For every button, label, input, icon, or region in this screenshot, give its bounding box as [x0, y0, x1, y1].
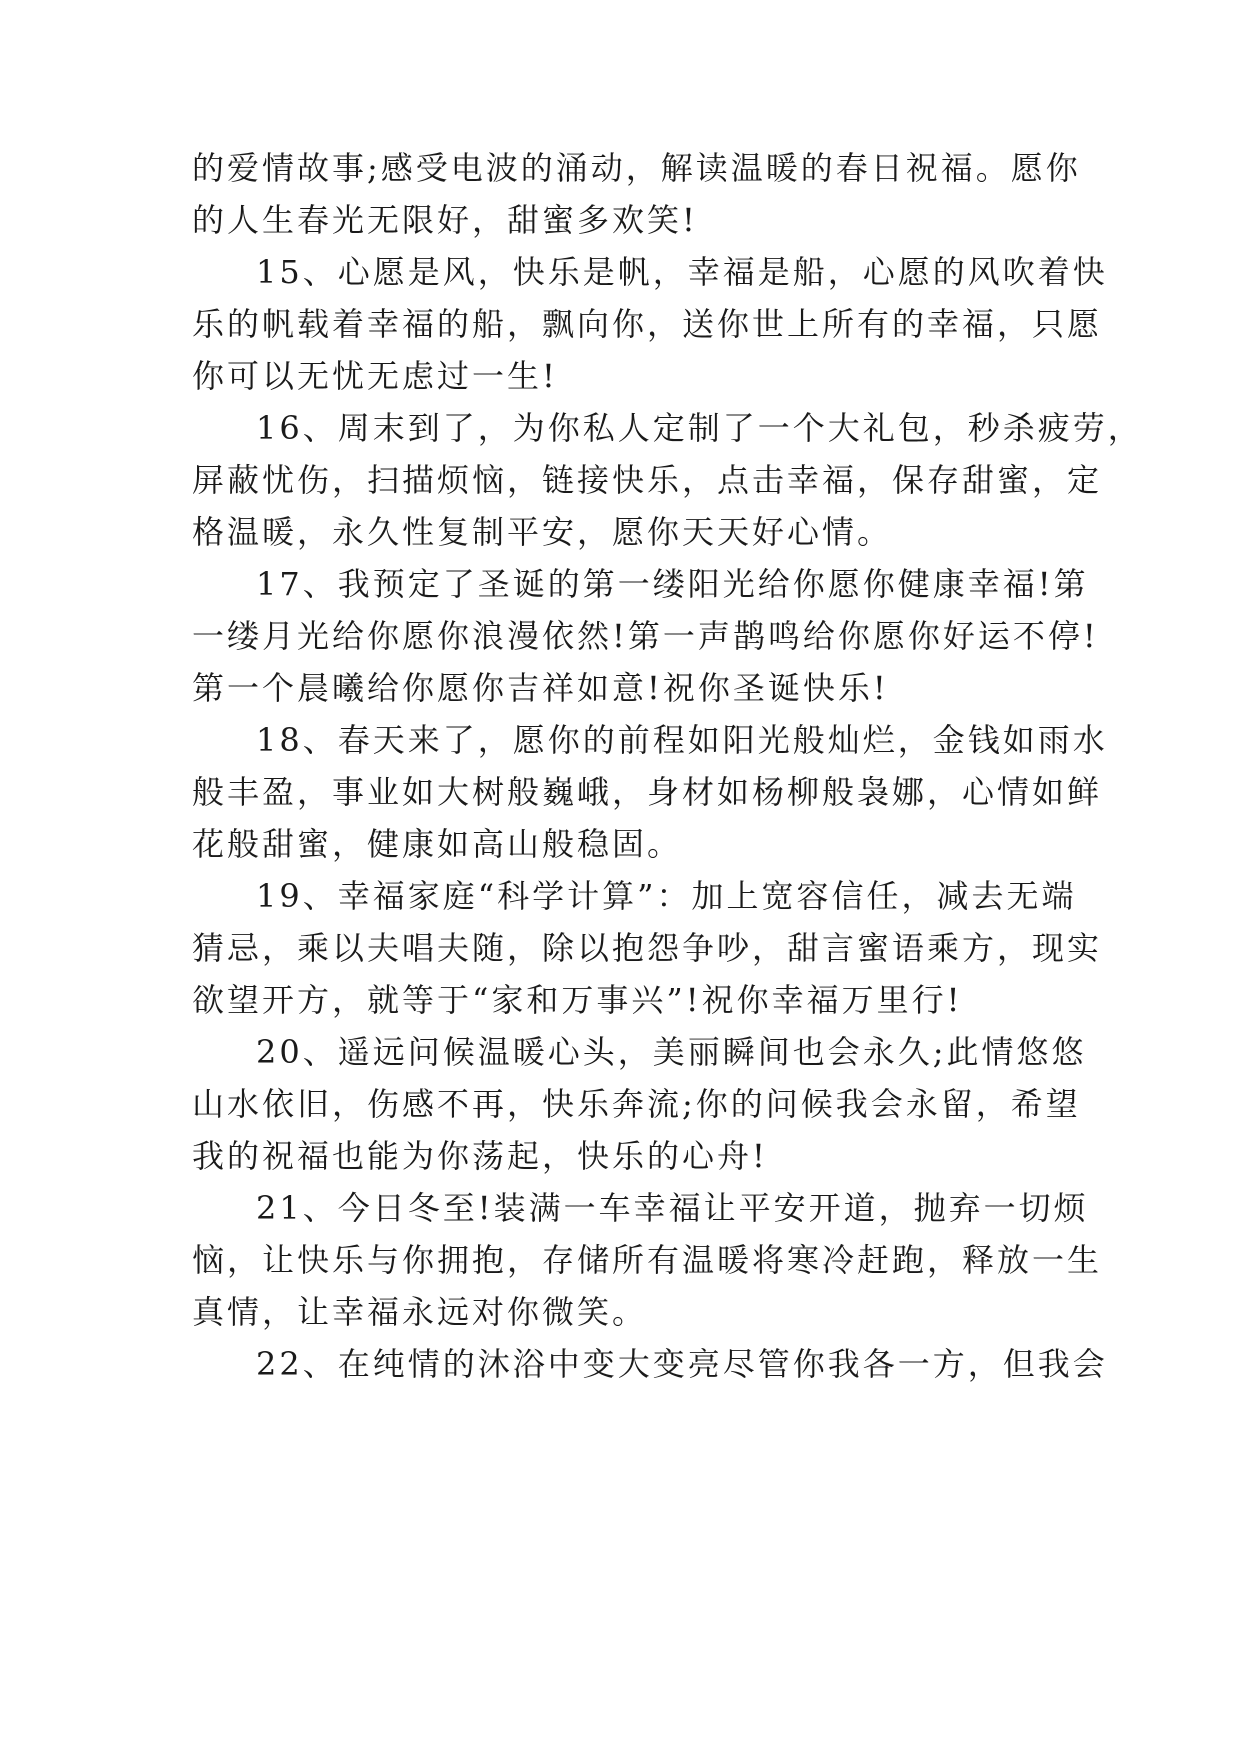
text-line: 乐的帆载着幸福的船，飘向你，送你世上所有的幸福，只愿: [192, 305, 1103, 343]
text-line: 第一个晨曦给你愿你吉祥如意!祝你圣诞快乐!: [192, 669, 889, 707]
paragraph-16-start: 16、周末到了，为你私人定制了一个大礼包，秒杀疲劳，: [256, 409, 1143, 447]
text-line: 花般甜蜜，健康如高山般稳固。: [192, 825, 683, 863]
text-line: 你可以无忧无虑过一生!: [192, 357, 558, 395]
text-line: 猜忌，乘以夫唱夫随，除以抱怨争吵，甜言蜜语乘方，现实: [192, 929, 1103, 967]
text-line: 一缕月光给你愿你浪漫依然!第一声鹊鸣给你愿你好运不停!: [192, 617, 1099, 655]
text-line: 的爱情故事;感受电波的涌动，解读温暖的春日祝福。愿你: [192, 149, 1081, 187]
paragraph-19-start: 19、幸福家庭“科学计算”：加上宽容信任，减去无端: [256, 877, 1077, 915]
text-line: 恼，让快乐与你拥抱，存储所有温暖将寒冷赶跑，释放一生: [192, 1241, 1103, 1279]
paragraph-20-start: 20、遥远问候温暖心头，美丽瞬间也会永久;此情悠悠: [256, 1033, 1087, 1071]
paragraph-18-start: 18、春天来了，愿你的前程如阳光般灿烂，金钱如雨水: [256, 721, 1108, 759]
paragraph-22-start: 22、在纯情的沐浴中变大变亮尽管你我各一方，但我会: [256, 1345, 1108, 1383]
text-line: 格温暖，永久性复制平安，愿你天天好心情。: [192, 513, 893, 551]
text-line: 真情，让幸福永远对你微笑。: [192, 1293, 648, 1331]
paragraph-17-start: 17、我预定了圣诞的第一缕阳光给你愿你健康幸福!第: [256, 565, 1089, 603]
text-line: 般丰盈，事业如大树般巍峨，身材如杨柳般袅娜，心情如鲜: [192, 773, 1103, 811]
text-line: 我的祝福也能为你荡起，快乐的心舟!: [192, 1137, 768, 1175]
paragraph-15-start: 15、心愿是风，快乐是帆，幸福是船，心愿的风吹着快: [256, 253, 1108, 291]
text-line: 山水依旧，伤感不再，快乐奔流;你的问候我会永留，希望: [192, 1085, 1081, 1123]
text-line: 欲望开方，就等于“家和万事兴”!祝你幸福万里行!: [192, 981, 963, 1019]
paragraph-21-start: 21、今日冬至!装满一车幸福让平安开道，抛弃一切烦: [256, 1189, 1089, 1227]
text-line: 的人生春光无限好，甜蜜多欢笑!: [192, 201, 698, 239]
text-line: 屏蔽忧伤，扫描烦恼，链接快乐，点击幸福，保存甜蜜，定: [192, 461, 1103, 499]
